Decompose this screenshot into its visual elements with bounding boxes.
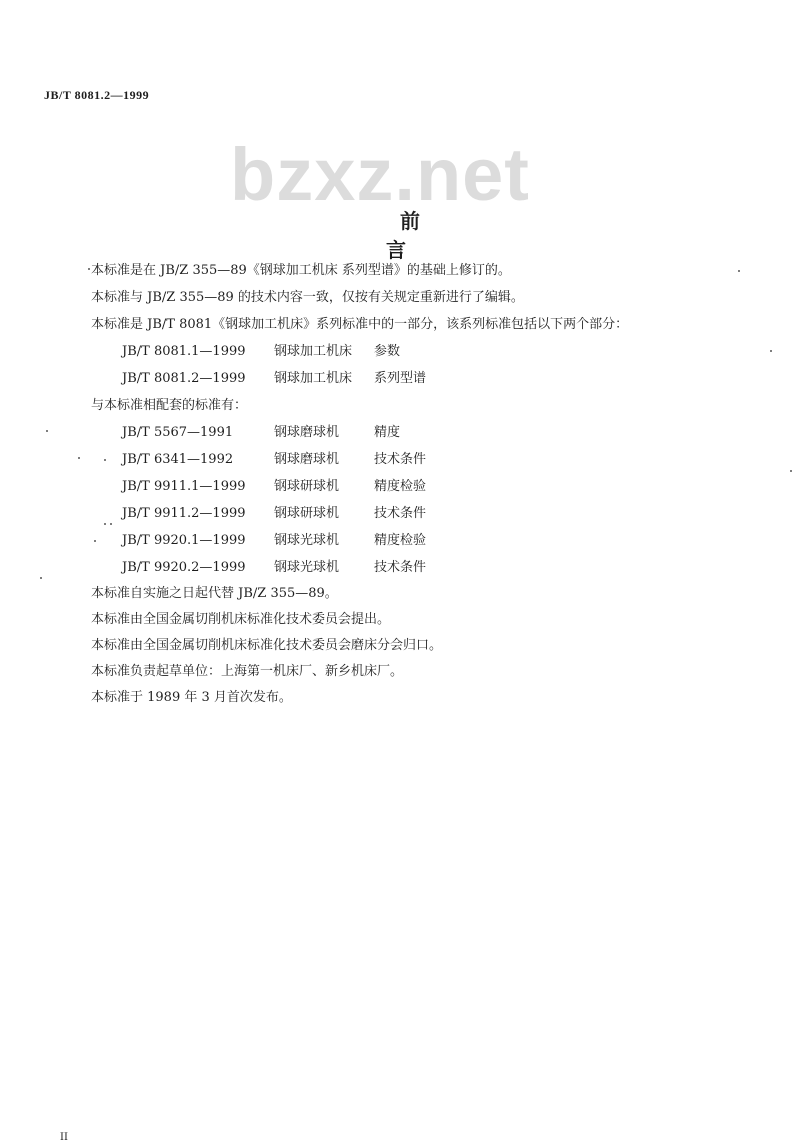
machine-name: 钢球研球机 (274, 506, 340, 521)
scan-speck (738, 270, 740, 272)
standard-code: JB/T 8081.1—1999 (122, 344, 246, 359)
series-part-item (122, 370, 426, 388)
scan-speck (770, 350, 772, 352)
machine-name: 钢球磨球机 (274, 452, 340, 467)
paragraph-series-intro: 本标准是 JB/T 8081《钢球加工机床》系列标准中的一部分，该系列标准包括以下两个部分： (91, 317, 629, 332)
machine-name: 钢球加工机床 (274, 371, 353, 386)
scan-speck (94, 540, 96, 542)
paragraph-administrator: 本标准由全国金属切削机床标准化技术委员会磨床分会归口。 (91, 638, 443, 653)
scan-speck (88, 268, 90, 270)
standard-code: JB/T 9920.1—1999 (122, 533, 246, 548)
related-standard-item (122, 559, 426, 577)
scan-speck (790, 470, 792, 472)
scan-speck (104, 459, 106, 461)
standard-code: JB/T 6341—1992 (122, 452, 234, 467)
page-title: 前言 (386, 209, 448, 262)
standard-topic: 技术条件 (374, 452, 427, 467)
series-part-item (122, 343, 400, 361)
standard-code: JB/T 9920.2—1999 (122, 560, 246, 575)
standard-topic: 参数 (374, 344, 401, 359)
standard-topic: 精度检验 (374, 479, 427, 494)
standard-code-header: JB/T 8081.2—1999 (44, 88, 150, 102)
related-standard-item (122, 505, 426, 523)
related-standard-item (122, 532, 426, 550)
scan-speck (40, 577, 42, 579)
related-standard-item (122, 451, 426, 469)
paragraph-technical-content: 本标准与 JB/Z 355—89 的技术内容一致，仅按有关规定重新进行了编辑。 (91, 290, 524, 305)
standard-topic: 系列型谱 (374, 371, 427, 386)
paragraph-drafters: 本标准负责起草单位：上海第一机床厂、新乡机床厂。 (91, 664, 404, 679)
related-standard-item (122, 424, 400, 442)
machine-name: 钢球光球机 (274, 560, 340, 575)
standard-topic: 精度检验 (374, 533, 427, 548)
scan-speck (104, 523, 106, 525)
standard-code: JB/T 9911.2—1999 (122, 506, 246, 521)
machine-name: 钢球磨球机 (274, 425, 340, 440)
watermark: bzxz.net (230, 133, 530, 216)
paragraph-supersedes: 本标准自实施之日起代替 JB/Z 355—89。 (91, 586, 338, 601)
paragraph-proposer: 本标准由全国金属切削机床标准化技术委员会提出。 (91, 612, 391, 627)
standard-topic: 技术条件 (374, 560, 427, 575)
machine-name: 钢球加工机床 (274, 344, 353, 359)
standard-code: JB/T 5567—1991 (122, 425, 234, 440)
standard-code: JB/T 8081.2—1999 (122, 371, 246, 386)
standard-topic: 精度 (374, 425, 401, 440)
machine-name: 钢球研球机 (274, 479, 340, 494)
paragraph-related-intro: 与本标准相配套的标准有： (91, 398, 248, 413)
page-number: II (60, 1132, 68, 1143)
scan-speck (78, 457, 80, 459)
standard-topic: 技术条件 (374, 506, 427, 521)
standard-code: JB/T 9911.1—1999 (122, 479, 246, 494)
machine-name: 钢球光球机 (274, 533, 340, 548)
scan-speck (110, 523, 112, 525)
related-standard-item (122, 478, 426, 496)
paragraph-first-issue: 本标准于 1989 年 3 月首次发布。 (91, 690, 292, 705)
paragraph-revision-basis: 本标准是在 JB/Z 355—89《钢球加工机床 系列型谱》的基础上修订的。 (91, 263, 511, 278)
scan-speck (46, 430, 48, 432)
